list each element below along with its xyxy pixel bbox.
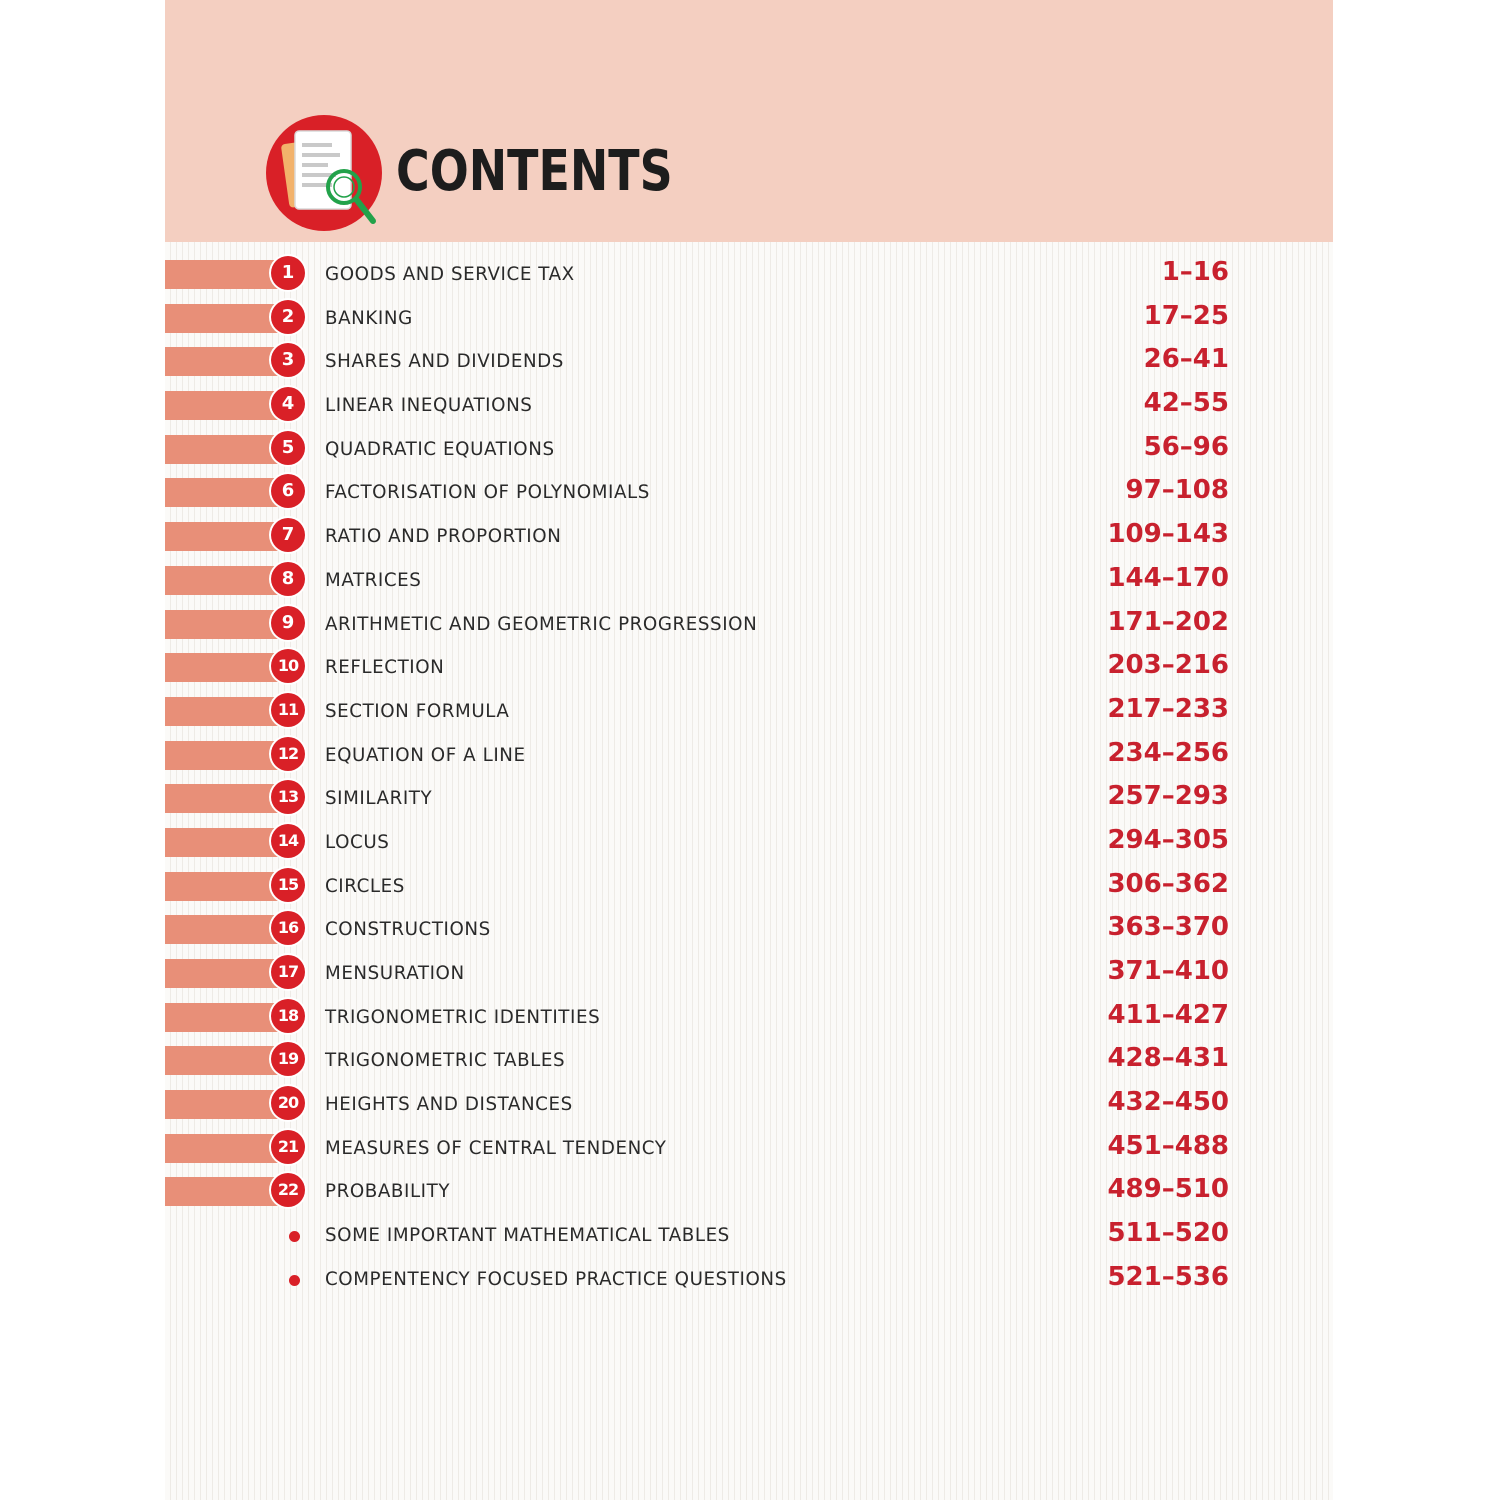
chapter-pages: 363–370	[1107, 912, 1229, 943]
chapter-bar	[165, 435, 285, 464]
chapter-row[interactable]	[165, 427, 1333, 471]
chapter-bar	[165, 784, 285, 813]
chapter-pages: 1–16	[1161, 257, 1229, 287]
chapter-bar	[165, 653, 285, 682]
chapter-title: MEASURES OF CENTRAL TENDENCY	[325, 1136, 667, 1159]
chapter-pages: 144–170	[1107, 562, 1229, 593]
chapter-title: HEIGHTS AND DISTANCES	[325, 1093, 573, 1116]
chapter-title: BANKING	[325, 306, 413, 329]
chapter-title: LOCUS	[325, 830, 390, 853]
chapter-bar	[165, 260, 285, 289]
chapter-pages: 489–510	[1107, 1174, 1229, 1205]
chapter-pages: 451–488	[1107, 1130, 1229, 1161]
chapter-title: PROBABILITY	[325, 1180, 451, 1203]
chapter-title: FACTORISATION OF POLYNOMIALS	[325, 481, 650, 504]
chapter-row[interactable]	[165, 1169, 1333, 1213]
chapter-pages: 294–305	[1107, 824, 1229, 855]
chapter-title: ARITHMETIC AND GEOMETRIC PROGRESSION	[325, 612, 758, 635]
chapter-row[interactable]	[165, 995, 1333, 1039]
chapter-row[interactable]	[165, 951, 1333, 995]
chapter-number-badge: 15	[271, 868, 305, 902]
chapter-title: RATIO AND PROPORTION	[325, 525, 562, 548]
chapter-title: MATRICES	[325, 568, 422, 591]
chapter-bar	[165, 478, 285, 507]
chapter-pages: 306–362	[1107, 868, 1229, 899]
chapter-row[interactable]	[165, 339, 1333, 383]
chapter-number-badge: 18	[271, 999, 305, 1033]
chapter-pages: 109–143	[1107, 519, 1229, 550]
chapter-number-badge: 21	[271, 1130, 305, 1164]
chapter-pages: 97–108	[1125, 475, 1229, 506]
chapter-number-badge: 13	[271, 780, 305, 814]
chapter-title: SECTION FORMULA	[325, 699, 510, 722]
chapter-title: CONSTRUCTIONS	[325, 918, 491, 941]
bullet-icon	[289, 1275, 300, 1286]
chapter-number-badge: 20	[271, 1086, 305, 1120]
chapter-row[interactable]	[165, 252, 1333, 296]
chapter-number-badge: 22	[271, 1173, 305, 1207]
chapter-number-badge: 4	[271, 387, 305, 421]
chapter-row[interactable]	[165, 1038, 1333, 1082]
chapter-pages: 26–41	[1143, 344, 1229, 375]
chapter-bar	[165, 959, 285, 988]
chapter-row[interactable]	[165, 383, 1333, 427]
chapter-number-badge: 7	[271, 518, 305, 552]
chapter-number-badge: 17	[271, 955, 305, 989]
chapter-pages: 432–450	[1107, 1087, 1229, 1118]
chapter-title: EQUATION OF A LINE	[325, 743, 526, 766]
chapter-number-badge: 19	[271, 1042, 305, 1076]
chapter-row[interactable]	[165, 602, 1333, 646]
chapter-row[interactable]	[165, 820, 1333, 864]
chapter-bar	[165, 522, 285, 551]
chapter-title: SIMILARITY	[325, 787, 433, 810]
chapter-row[interactable]	[165, 689, 1333, 733]
chapter-title: LINEAR INEQUATIONS	[325, 394, 533, 417]
chapter-bar	[165, 697, 285, 726]
chapter-pages: 428–431	[1107, 1043, 1229, 1074]
chapter-pages: 42–55	[1143, 388, 1229, 419]
chapter-row[interactable]	[165, 1126, 1333, 1170]
chapter-row[interactable]	[165, 1082, 1333, 1126]
chapter-title: MENSURATION	[325, 962, 465, 984]
chapter-title: SHARES AND DIVIDENDS	[325, 350, 564, 373]
extra-title: SOME IMPORTANT MATHEMATICAL TABLES	[325, 1224, 730, 1247]
chapter-title: GOODS AND SERVICE TAX	[325, 263, 575, 285]
chapter-pages: 371–410	[1107, 956, 1229, 986]
chapter-number-badge: 9	[271, 606, 305, 640]
chapter-title: REFLECTION	[325, 656, 445, 679]
chapter-row[interactable]	[165, 776, 1333, 820]
chapter-bar	[165, 1177, 285, 1206]
chapter-pages: 171–202	[1107, 606, 1229, 637]
chapter-number-badge: 11	[271, 693, 305, 727]
chapter-row[interactable]	[165, 470, 1333, 514]
chapter-title: CIRCLES	[325, 874, 405, 897]
chapter-number-badge: 3	[271, 343, 305, 377]
chapter-bar	[165, 828, 285, 857]
chapter-bar	[165, 566, 285, 595]
chapter-title: TRIGONOMETRIC IDENTITIES	[325, 1005, 601, 1028]
contents-page	[165, 0, 1333, 1500]
chapter-pages: 257–293	[1107, 781, 1229, 812]
extra-row[interactable]	[165, 1213, 1333, 1257]
bullet-icon	[289, 1231, 300, 1242]
chapter-bar	[165, 872, 285, 901]
chapter-row[interactable]	[165, 558, 1333, 602]
chapter-pages: 56–96	[1143, 431, 1229, 462]
chapter-bar	[165, 1003, 285, 1032]
chapter-bar	[165, 1134, 285, 1163]
contents-list	[165, 252, 1333, 1301]
chapter-row[interactable]	[165, 296, 1333, 340]
chapter-number-badge: 12	[271, 737, 305, 771]
chapter-title: TRIGONOMETRIC TABLES	[325, 1049, 566, 1072]
extra-title: COMPENTENCY FOCUSED PRACTICE QUESTIONS	[325, 1267, 787, 1290]
chapter-number-badge: 1	[271, 256, 305, 290]
chapter-number-badge: 2	[271, 300, 305, 334]
chapter-row[interactable]	[165, 514, 1333, 558]
extra-pages: 521–536	[1107, 1261, 1229, 1292]
page-title: CONTENTS	[396, 139, 673, 204]
header-band	[165, 0, 1333, 242]
chapter-row[interactable]	[165, 864, 1333, 908]
chapter-bar	[165, 347, 285, 376]
extra-pages: 511–520	[1107, 1218, 1229, 1249]
chapter-row[interactable]	[165, 907, 1333, 951]
chapter-pages: 411–427	[1107, 999, 1229, 1030]
chapter-number-badge: 14	[271, 824, 305, 858]
chapter-bar	[165, 1046, 285, 1075]
chapter-row[interactable]	[165, 733, 1333, 777]
chapter-number-badge: 5	[271, 431, 305, 465]
chapter-bar	[165, 391, 285, 420]
chapter-bar	[165, 1090, 285, 1119]
chapter-title: QUADRATIC EQUATIONS	[325, 437, 555, 460]
chapter-bar	[165, 741, 285, 770]
chapter-number-badge: 6	[271, 474, 305, 508]
chapter-number-badge: 16	[271, 911, 305, 945]
chapter-pages: 203–216	[1107, 650, 1229, 681]
chapter-row[interactable]	[165, 645, 1333, 689]
chapter-number-badge: 8	[271, 562, 305, 596]
chapter-bar	[165, 915, 285, 944]
extra-row[interactable]	[165, 1257, 1333, 1301]
chapter-number-badge: 10	[271, 649, 305, 683]
chapter-pages: 17–25	[1143, 300, 1229, 331]
document-search-icon	[265, 113, 415, 233]
chapter-pages: 234–256	[1107, 737, 1229, 768]
chapter-bar	[165, 610, 285, 639]
chapter-bar	[165, 304, 285, 333]
chapter-pages: 217–233	[1107, 693, 1229, 724]
